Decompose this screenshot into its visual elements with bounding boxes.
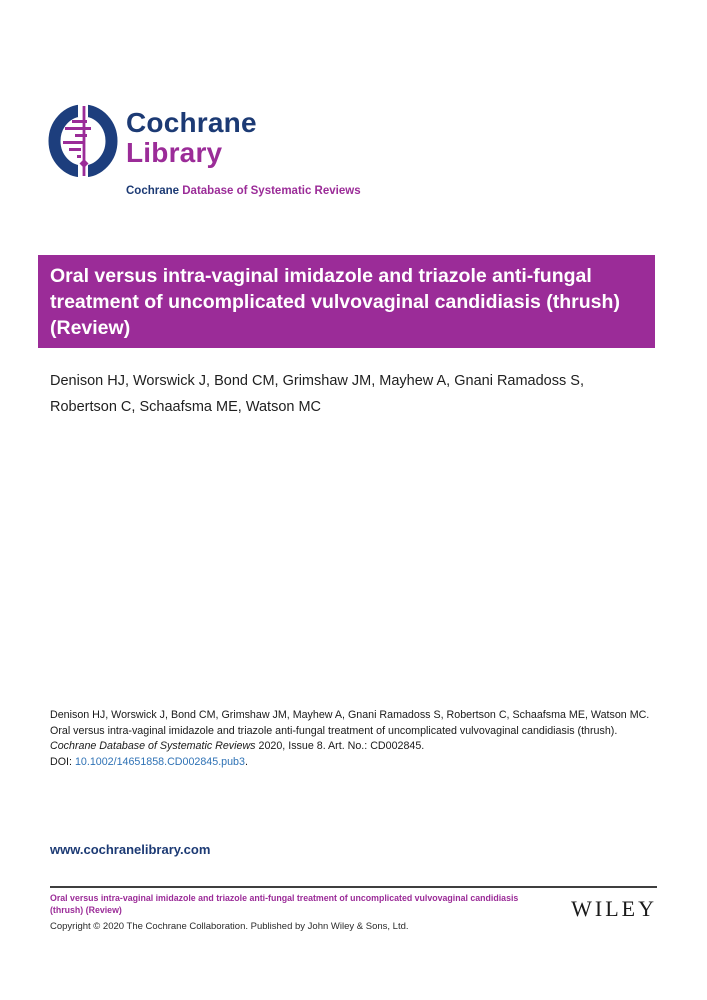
citation-issue-info: 2020, Issue 8. Art. No.: CD002845.	[258, 740, 425, 752]
cochrane-library-logo	[48, 104, 361, 198]
cochrane-forest-plot-icon	[48, 104, 118, 183]
tagline-brand: Cochrane	[126, 185, 180, 197]
doi-link[interactable]: 10.1002/14651858.CD002845.pub3	[74, 755, 245, 768]
logo-word-library: Library	[126, 137, 223, 168]
cochrane-library-website-link[interactable]: www.cochranelibrary.com	[50, 842, 211, 857]
doi-label: DOI:	[50, 755, 72, 768]
author-list: Denison HJ, Worswick J, Bond CM, Grimshaw JM, Mayhew A, Gnani Ramadoss S, Robertson C, Schaafsma ME, Watson MC	[50, 373, 584, 415]
review-title-line: Oral versus intra-vaginal imidazole and triazole anti-fungal	[50, 265, 592, 287]
wiley-publisher-logo: WILEY	[571, 896, 657, 921]
citation-journal-line	[50, 739, 662, 755]
logo-word-cochrane: Cochrane	[126, 107, 257, 138]
page-footer	[50, 886, 657, 933]
doi-period: .	[244, 755, 248, 768]
citation-block	[50, 708, 662, 770]
review-title-line: treatment of uncomplicated vulvovaginal candidiasis (thrush)	[50, 291, 620, 313]
citation-doi-line	[50, 755, 662, 771]
review-title-banner	[38, 255, 655, 348]
tagline-text: Database of Systematic Reviews	[182, 185, 361, 197]
citation-authors: Denison HJ, Worswick J, Bond CM, Grimshaw JM, Mayhew A, Gnani Ramadoss S, Robertson C, Schaafsma ME, Watson MC.	[50, 709, 650, 721]
review-title-line: (Review)	[50, 317, 131, 339]
citation-title: Oral versus intra-vaginal imidazole and triazole anti-fungal treatment of uncomplicated vulvovaginal candidiasis (thrush).	[50, 724, 618, 737]
citation-journal-name: Cochrane Database of Systematic Reviews	[50, 740, 256, 752]
footer-running-title: Oral versus intra-vaginal imidazole and triazole anti-fungal treatment of uncomplicated vulvovaginal candidiasis (thrush) (Review)	[50, 893, 519, 915]
database-tagline	[126, 185, 361, 198]
footer-copyright: Copyright © 2020 The Cochrane Collaboration. Published by John Wiley & Sons, Ltd.	[50, 921, 409, 932]
